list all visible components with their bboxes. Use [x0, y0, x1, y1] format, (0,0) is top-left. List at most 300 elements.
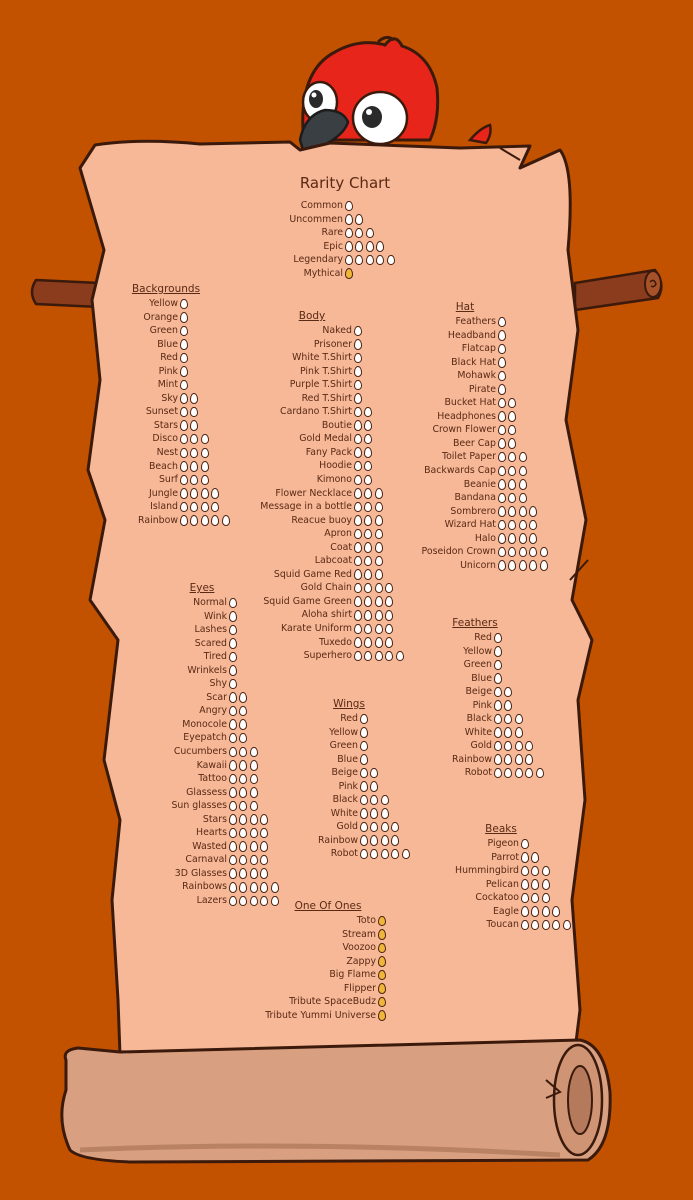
rarity-row [114, 487, 240, 501]
rarity-row [443, 918, 581, 932]
trait-label: Blue [337, 753, 358, 765]
trait-label: Coat [330, 541, 352, 553]
egg-icon [355, 214, 363, 225]
egg-rating [494, 645, 504, 659]
gold-egg-icon [378, 916, 386, 927]
gold-egg-icon [378, 983, 386, 994]
egg-icon [521, 906, 529, 917]
rarity-row [443, 905, 581, 919]
rarity-row [137, 610, 289, 624]
rarity-row [232, 338, 414, 352]
egg-icon [508, 425, 516, 436]
egg-rating [229, 718, 250, 732]
egg-rating [180, 500, 222, 514]
trait-label: Bandana [454, 492, 496, 504]
egg-icon [525, 768, 533, 779]
rarity-row [263, 267, 405, 281]
section-header: Wings [333, 698, 365, 710]
egg-icon [494, 727, 502, 738]
egg-rating [494, 658, 504, 672]
egg-icon [354, 366, 362, 377]
trait-label: Flipper [343, 982, 376, 994]
egg-icon [521, 866, 529, 877]
trait-label: Stars [153, 419, 178, 431]
egg-icon [354, 542, 362, 553]
rarity-row [114, 432, 240, 446]
egg-icon [180, 434, 188, 445]
egg-rating [498, 342, 508, 356]
egg-icon [355, 255, 363, 266]
rarity-row [137, 880, 289, 894]
trait-label: Big Flame [329, 969, 376, 981]
rarity-row [232, 378, 414, 392]
rarity-row [114, 473, 240, 487]
egg-icon [552, 906, 560, 917]
trait-label: Crown Flower [432, 424, 496, 436]
trait-label: Tribute SpaceBudz [289, 996, 376, 1008]
egg-icon [391, 822, 399, 833]
rarity-row [137, 786, 289, 800]
rarity-row [300, 820, 420, 834]
egg-icon [375, 624, 383, 635]
egg-rating [354, 622, 396, 636]
egg-icon [508, 520, 516, 531]
rarity-row [418, 645, 554, 659]
egg-icon [364, 651, 372, 662]
trait-label: Rainbow [452, 753, 492, 765]
trait-label: Hearts [196, 827, 227, 839]
egg-icon [229, 896, 237, 907]
trait-label: Cucumbers [173, 746, 227, 758]
trait-label: Blue [471, 672, 492, 684]
egg-icon [229, 855, 237, 866]
egg-rating [360, 820, 402, 834]
egg-icon [364, 488, 372, 499]
egg-icon [250, 774, 258, 785]
trait-label: Toto [356, 915, 376, 926]
gold-egg-icon [378, 929, 386, 940]
rarity-row [114, 500, 240, 514]
trait-label: Blue [157, 338, 178, 350]
section-header: Hat [455, 301, 475, 313]
one-of-ones-section [240, 900, 438, 1022]
egg-icon [494, 673, 502, 684]
rarity-row [418, 766, 554, 780]
egg-icon [180, 407, 188, 418]
egg-icon [260, 868, 268, 879]
rarity-row [232, 392, 414, 406]
rarity-row [443, 864, 581, 878]
rarity-row [394, 518, 558, 532]
egg-icon [364, 447, 372, 458]
egg-icon [542, 920, 550, 931]
rarity-row [232, 459, 414, 473]
rarity-row [300, 847, 420, 861]
egg-rating [498, 532, 540, 546]
egg-icon [508, 438, 516, 449]
egg-icon [525, 754, 533, 765]
egg-icon [521, 920, 529, 931]
egg-rating [180, 338, 190, 352]
rarity-row [394, 329, 558, 343]
rarity-row [114, 392, 240, 406]
egg-icon [360, 835, 368, 846]
egg-icon [239, 841, 247, 852]
egg-rating [229, 772, 260, 786]
egg-icon [519, 466, 527, 477]
egg-rating [521, 891, 552, 905]
rarity-row [114, 338, 240, 352]
egg-icon [180, 339, 188, 350]
trait-label: Green [329, 740, 358, 752]
egg-icon [345, 241, 353, 252]
trait-label: Naked [322, 325, 352, 336]
trait-label: Backwards Cap [424, 465, 496, 477]
egg-rating [229, 677, 239, 691]
egg-rating [378, 914, 388, 928]
egg-rating [378, 955, 388, 969]
egg-icon [239, 868, 247, 879]
egg-icon [498, 479, 506, 490]
egg-icon [354, 529, 362, 540]
egg-icon [370, 849, 378, 860]
egg-icon [519, 479, 527, 490]
trait-label: Cardano T.Shirt [280, 406, 352, 418]
egg-icon [376, 255, 384, 266]
egg-rating [354, 595, 396, 609]
rarity-row [114, 514, 240, 528]
egg-icon [498, 384, 506, 395]
egg-icon [229, 814, 237, 825]
egg-rating [498, 315, 508, 329]
egg-rating [180, 446, 211, 460]
egg-icon [498, 330, 506, 341]
trait-label: Rainbows [182, 881, 227, 893]
section-header: Backgrounds [131, 283, 201, 295]
trait-label: Wizard Hat [444, 519, 496, 531]
trait-label: Message in a bottle [260, 501, 352, 513]
egg-rating [378, 928, 388, 942]
egg-icon [190, 475, 198, 486]
egg-icon [250, 868, 258, 879]
egg-icon [364, 624, 372, 635]
egg-icon [250, 787, 258, 798]
trait-label: Fany Pack [305, 446, 352, 458]
egg-icon [375, 502, 383, 513]
egg-rating [180, 311, 190, 325]
egg-icon [229, 882, 237, 893]
egg-icon [375, 569, 383, 580]
trait-label: Halo [474, 532, 496, 544]
egg-icon [364, 569, 372, 580]
egg-rating [498, 518, 540, 532]
egg-icon [180, 461, 188, 472]
trait-label: Shy [209, 678, 227, 690]
rarity-row [137, 664, 289, 678]
egg-icon [385, 637, 393, 648]
egg-icon [229, 679, 237, 690]
egg-icon [229, 706, 237, 717]
trait-label: Sky [161, 392, 178, 404]
trait-label: Normal [193, 597, 227, 608]
egg-icon [531, 906, 539, 917]
egg-icon [239, 828, 247, 839]
egg-icon [354, 380, 362, 391]
egg-icon [494, 741, 502, 752]
egg-rating [494, 739, 536, 753]
egg-icon [180, 502, 188, 513]
trait-label: Eagle [493, 905, 519, 917]
rarity-row [300, 766, 420, 780]
egg-icon [498, 371, 506, 382]
egg-icon [229, 787, 237, 798]
egg-icon [364, 529, 372, 540]
egg-rating [354, 324, 364, 338]
egg-icon [396, 651, 404, 662]
egg-icon [498, 317, 506, 328]
egg-rating [229, 650, 239, 664]
rarity-row [418, 699, 554, 713]
egg-rating [345, 199, 355, 213]
trait-label: Red [474, 632, 492, 643]
rarity-row [263, 199, 405, 213]
egg-icon [521, 852, 529, 863]
rarity-row [394, 369, 558, 383]
egg-icon [508, 411, 516, 422]
egg-icon [190, 420, 198, 431]
trait-label: Stream [342, 928, 376, 940]
egg-icon [201, 434, 209, 445]
egg-rating [494, 712, 525, 726]
trait-label: Purple T.Shirt [289, 379, 352, 391]
egg-icon [211, 502, 219, 513]
egg-rating [378, 1009, 388, 1023]
rarity-row [240, 1009, 438, 1023]
egg-icon [519, 493, 527, 504]
rarity-row [137, 867, 289, 881]
rarity-row [232, 365, 414, 379]
egg-rating [360, 793, 391, 807]
egg-icon [354, 447, 362, 458]
trait-label: Yellow [149, 298, 178, 309]
chart-title: Rarity Chart [299, 174, 391, 192]
rarity-legend-section [263, 199, 405, 280]
egg-rating [354, 636, 396, 650]
rarity-row [114, 365, 240, 379]
trait-label: Superhero [303, 650, 352, 662]
trait-label: Surf [158, 474, 178, 486]
egg-icon [229, 611, 237, 622]
rarity-row [232, 405, 414, 419]
egg-rating [354, 608, 396, 622]
rarity-row [232, 541, 414, 555]
egg-icon [190, 515, 198, 526]
rarity-row [418, 712, 554, 726]
egg-rating [494, 753, 536, 767]
egg-rating [229, 867, 271, 881]
trait-label: Gold Medal [299, 433, 352, 445]
egg-icon [366, 228, 374, 239]
egg-rating [180, 405, 201, 419]
egg-rating [378, 941, 388, 955]
egg-rating [354, 338, 364, 352]
egg-rating [378, 995, 388, 1009]
egg-icon [364, 583, 372, 594]
rarity-row [137, 704, 289, 718]
egg-icon [519, 547, 527, 558]
trait-label: Headband [447, 329, 496, 341]
egg-icon [354, 637, 362, 648]
egg-icon [385, 583, 393, 594]
egg-icon [508, 466, 516, 477]
egg-rating [498, 396, 519, 410]
egg-rating [360, 712, 370, 726]
egg-icon [504, 687, 512, 698]
egg-icon [229, 638, 237, 649]
egg-icon [190, 502, 198, 513]
feathers-section [418, 617, 554, 780]
egg-icon [364, 637, 372, 648]
egg-icon [250, 747, 258, 758]
egg-icon [531, 879, 539, 890]
rarity-row [137, 677, 289, 691]
rarity-row [418, 739, 554, 753]
egg-icon [260, 855, 268, 866]
egg-icon [375, 529, 383, 540]
rarity-row [137, 840, 289, 854]
egg-icon [402, 849, 410, 860]
trait-label: Scared [194, 637, 227, 649]
egg-rating [360, 766, 381, 780]
trait-label: Rainbow [138, 514, 178, 526]
egg-icon [354, 583, 362, 594]
trait-label: Black Hat [451, 356, 496, 368]
egg-icon [190, 448, 198, 459]
egg-icon [364, 475, 372, 486]
egg-icon [515, 714, 523, 725]
egg-rating [180, 351, 190, 365]
section-header: Body [298, 310, 326, 322]
egg-rating [180, 487, 222, 501]
egg-icon [354, 434, 362, 445]
egg-rating [494, 631, 504, 645]
egg-icon [360, 808, 368, 819]
egg-icon [360, 795, 368, 806]
egg-rating [180, 324, 190, 338]
egg-icon [239, 787, 247, 798]
rarity-row [114, 351, 240, 365]
egg-icon [354, 556, 362, 567]
trait-label: Squid Game Green [263, 595, 352, 607]
egg-icon [498, 344, 506, 355]
rarity-row [418, 753, 554, 767]
egg-icon [529, 533, 537, 544]
egg-icon [360, 714, 368, 725]
egg-icon [529, 547, 537, 558]
egg-icon [531, 866, 539, 877]
egg-icon [521, 839, 529, 850]
egg-icon [529, 560, 537, 571]
trait-label: Pigeon [487, 838, 519, 849]
egg-icon [498, 452, 506, 463]
egg-icon [508, 533, 516, 544]
egg-icon [250, 814, 258, 825]
trait-label: Labcoat [314, 555, 352, 567]
egg-icon [360, 849, 368, 860]
trait-label: Red [160, 352, 178, 364]
egg-icon [498, 533, 506, 544]
egg-rating [354, 351, 364, 365]
egg-icon [345, 201, 353, 212]
egg-icon [229, 665, 237, 676]
trait-label: Black [466, 713, 492, 725]
rarity-row [263, 213, 405, 227]
egg-icon [229, 719, 237, 730]
trait-label: Gold Chain [300, 582, 352, 594]
gold-egg-icon [378, 956, 386, 967]
egg-rating [498, 410, 519, 424]
egg-icon [360, 727, 368, 738]
trait-label: Mohawk [457, 370, 496, 382]
egg-rating [229, 826, 271, 840]
egg-icon [345, 228, 353, 239]
egg-rating [360, 753, 370, 767]
egg-icon [508, 506, 516, 517]
rarity-row [263, 253, 405, 267]
egg-rating [180, 365, 190, 379]
trait-label: Wink [203, 610, 227, 622]
rarity-row [137, 718, 289, 732]
egg-icon [498, 357, 506, 368]
trait-label: Headphones [437, 410, 496, 422]
egg-icon [525, 741, 533, 752]
rarity-row [232, 324, 414, 338]
egg-rating [498, 559, 550, 573]
egg-icon [540, 547, 548, 558]
egg-rating [354, 568, 385, 582]
egg-icon [498, 547, 506, 558]
egg-rating [354, 473, 375, 487]
egg-icon [375, 542, 383, 553]
egg-icon [355, 228, 363, 239]
rarity-row [394, 396, 558, 410]
egg-rating [354, 365, 364, 379]
rarity-row [394, 410, 558, 424]
egg-icon [180, 420, 188, 431]
egg-rating [180, 378, 190, 392]
egg-rating [360, 847, 412, 861]
egg-rating [229, 853, 271, 867]
trait-label: Beige [465, 686, 492, 698]
egg-icon [519, 533, 527, 544]
trait-label: Tattoo [198, 773, 227, 785]
egg-icon [260, 814, 268, 825]
rarity-row [443, 851, 581, 865]
beaks-section [443, 823, 581, 932]
egg-rating [229, 799, 260, 813]
rarity-row [232, 419, 414, 433]
egg-icon [239, 882, 247, 893]
trait-label: Pirate [468, 383, 496, 395]
trait-label: Reacue buoy [291, 514, 352, 526]
egg-icon [366, 255, 374, 266]
gold-egg-icon [378, 1010, 386, 1021]
egg-rating [229, 786, 260, 800]
trait-label: Pink T.Shirt [299, 365, 352, 377]
trait-label: Island [150, 501, 178, 513]
egg-icon [494, 768, 502, 779]
rarity-row [300, 726, 420, 740]
